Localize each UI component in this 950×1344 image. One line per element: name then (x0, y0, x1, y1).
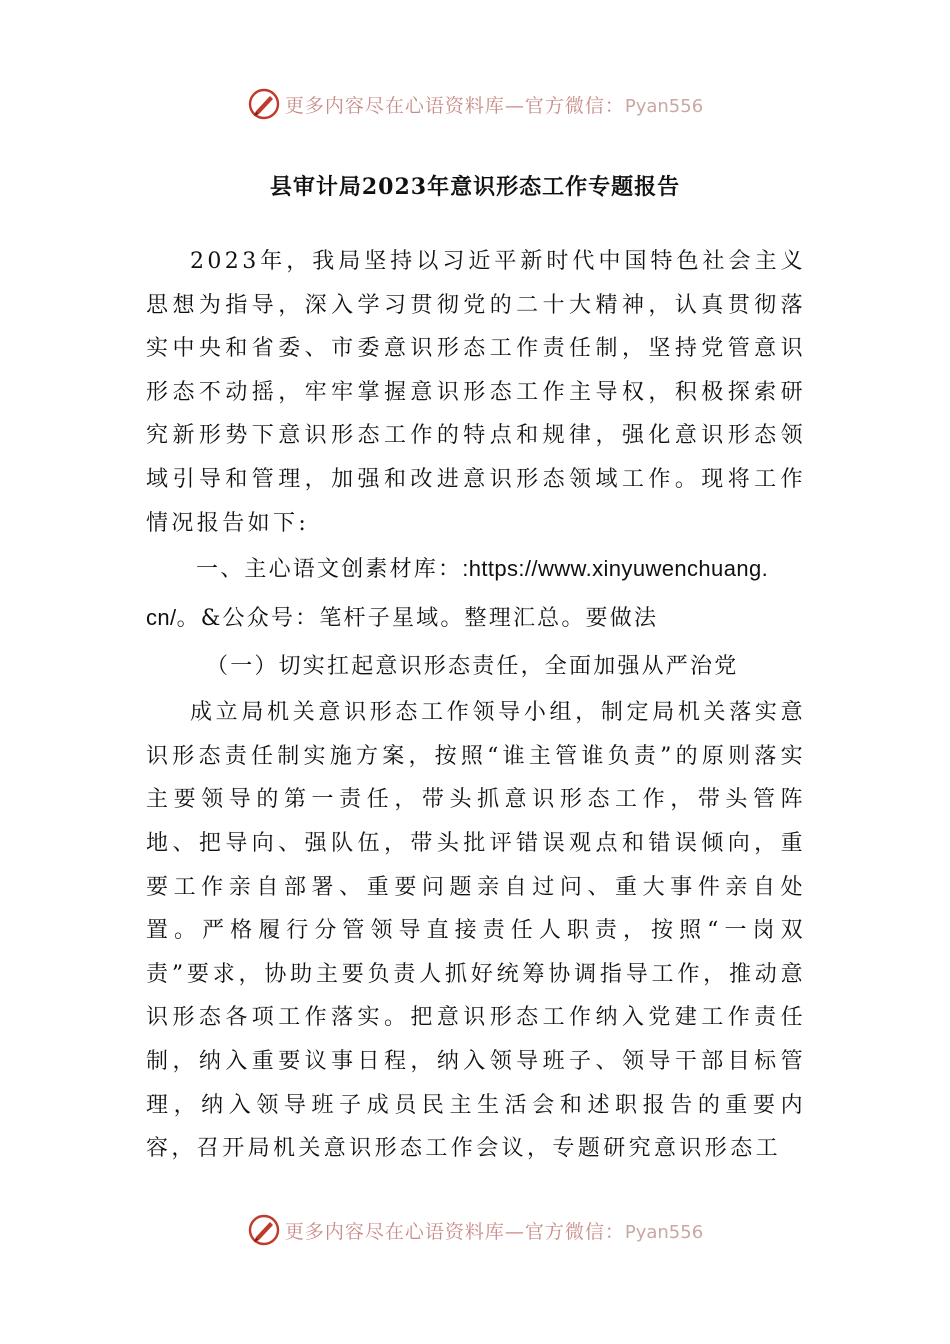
section-link-cont[interactable]: cn/ (146, 605, 177, 631)
watermark-text: 更多内容尽在心语资料库—官方微信：Pyan556 (284, 94, 704, 117)
footer-watermark-banner (0, 1210, 950, 1250)
intro-paragraph: 2023年，我局坚持以习近平新时代中国特色社会主义思想为指导，深入学习贯彻党的二十大精神，认真贯彻落实中央和省委、市委意识形态工作责任制，坚持党管意识形态不动摇，牢牢掌握意识形态工作主导权，积极探索研究新形势下意识形态工作的特点和规律，强化意识形态领域引导和管理，加强和改进意识形态领域工作。现将工作情况报告如下: (146, 249, 806, 536)
document-title: 县审计局2023年意识形态工作专题报告 (269, 174, 681, 200)
section-heading-1-cont: cn/。&公众号：笔杆子星域。整理汇总。要做法 (146, 605, 659, 632)
pen-logo-icon (247, 1213, 281, 1247)
watermark-text: 更多内容尽在心语资料库—官方微信：Pyan556 (284, 1220, 704, 1243)
section-heading-1: 一、主心语文创素材库：:https://www.xinyuwenchuang. (196, 556, 769, 583)
pen-logo-icon (247, 87, 281, 121)
wechat-id: Pyan556 (624, 1221, 704, 1243)
wechat-id: Pyan556 (624, 95, 704, 117)
body-paragraph-1: 成立局机关意识形态工作领导小组，制定局机关落实意识形态责任制实施方案，按照“谁主管谁负责”的原则落实主要领导的第一责任，带头抓意识形态工作，带头管阵地、把导向、强队伍，带头批评错误观点和错误倾向，重要工作亲自部署、重要问题亲自过问、重大事件亲自处置。严格履行分管领导直接责任人职责，按照“一岗双责”要求，协助主要负责人抓好统筹协调指导工作，推动意识形态各项工作落实。把意识形态工作纳入党建工作责任制，纳入重要议事日程，纳入领导班子、领导干部目标管理，纳入领导班子成员民主生活会和述职报告的重要内容，召开局机关意识形态工作会议，专题研究意识形态工 (146, 700, 806, 1162)
document-body (146, 240, 806, 1171)
header-watermark-banner (0, 84, 950, 124)
section-link[interactable]: :https://www.xinyuwenchuang. (462, 556, 769, 582)
subsection-heading-1: （一）切实扛起意识形态责任，全面加强从严治党 (206, 654, 739, 680)
